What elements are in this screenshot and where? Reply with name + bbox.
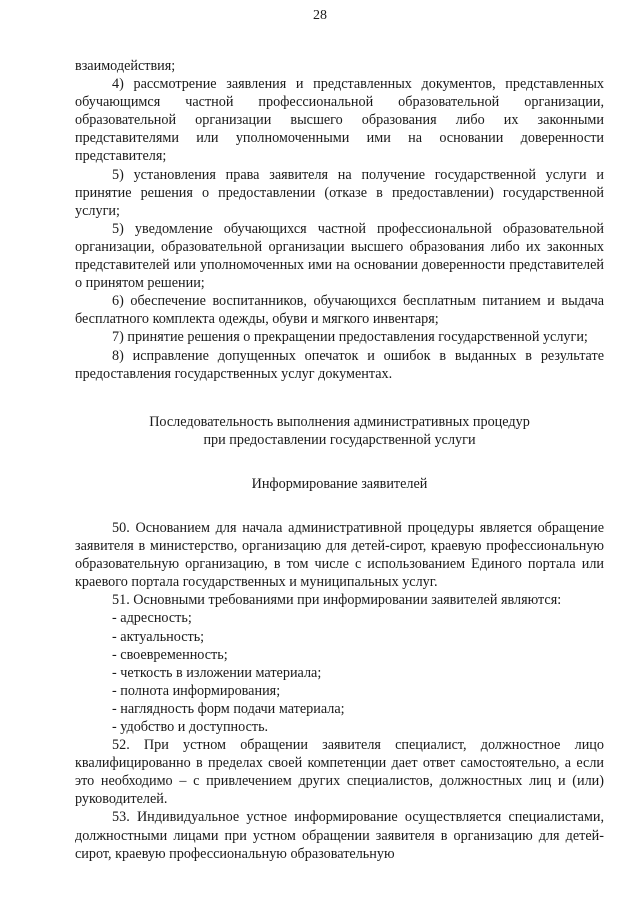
- requirement-item: - адресность;: [112, 610, 192, 627]
- requirement-item: - своевременность;: [112, 646, 228, 663]
- list-item-6: 6) обеспечение воспитанников, обучающихся бесплатным питанием и выдача бесплатного комплекта одежды, обуви и мягкого инвентаря;: [75, 293, 604, 328]
- page-content: [75, 57, 604, 863]
- paragraph-51: 51. Основными требованиями при информировании заявителей являются:: [112, 592, 562, 609]
- paragraph-53: 53. Индивидуальное устное информирование осуществляется специалистами, должностными лицами при устном обращении заявителя в организацию для детей-сирот, краевую профессиональную образовательную: [75, 809, 604, 862]
- list-item-8: 8) исправление допущенных опечаток и ошибок в выданных в результате предоставления государственных услуг документах.: [75, 347, 604, 382]
- spacer: [75, 493, 604, 519]
- list-item-7: 7) принятие решения о прекращении предоставления государственной услуги;: [112, 329, 588, 346]
- list-item-5-notification: 5) уведомление обучающихся частной профессиональной образовательной организации, образовательной организации высшего образования либо их законных представителей или уполномоченных ими на основании доверенности представителей о принятом решении;: [75, 220, 604, 292]
- list-item-continuation: взаимодействия;: [75, 58, 176, 74]
- page-number: 28: [313, 8, 327, 23]
- paragraph-52: 52. При устном обращении заявителя специалист, должностное лицо квалифицированно в пределах своей компетенции дает ответ самостоятельно, а если это необходимо – с привлечением других специалистов, должностных лиц и (или) руководителей.: [75, 737, 604, 808]
- requirement-item: - наглядность форм подачи материала;: [112, 700, 345, 717]
- requirement-item: - удобство и доступность.: [112, 719, 269, 735]
- section-heading-line1: Последовательность выполнения административных процедур: [149, 413, 530, 430]
- subsection-heading: Информирование заявителей: [251, 475, 428, 492]
- requirement-item: - четкость в изложении материала;: [112, 664, 322, 681]
- section-heading-line2: при предоставлении государственной услуги: [203, 431, 476, 448]
- list-item-4: 4) рассмотрение заявления и представленных документов, представленных обучающимся частной профессиональной образовательной организации, образовательной организации высшего образования либо их законными представителями или уполномоченными ими на основании доверенности представителя;: [75, 76, 604, 165]
- spacer: [75, 449, 604, 475]
- spacer: [75, 383, 604, 413]
- paragraph-50: 50. Основанием для начала административной процедуры является обращение заявителя в министерство, организацию для детей-сирот, краевую профессиональную образовательную организацию, в том числе с использованием Единого портала или краевого портала государственных и муниципальных услуг.: [75, 519, 604, 591]
- requirement-item: - актуальность;: [112, 628, 205, 645]
- requirement-item: - полнота информирования;: [112, 682, 281, 699]
- list-item-5: 5) установления права заявителя на получение государственной услуги и принятие решения о предоставлении (отказе в предоставлении) государственной услуги;: [75, 166, 604, 219]
